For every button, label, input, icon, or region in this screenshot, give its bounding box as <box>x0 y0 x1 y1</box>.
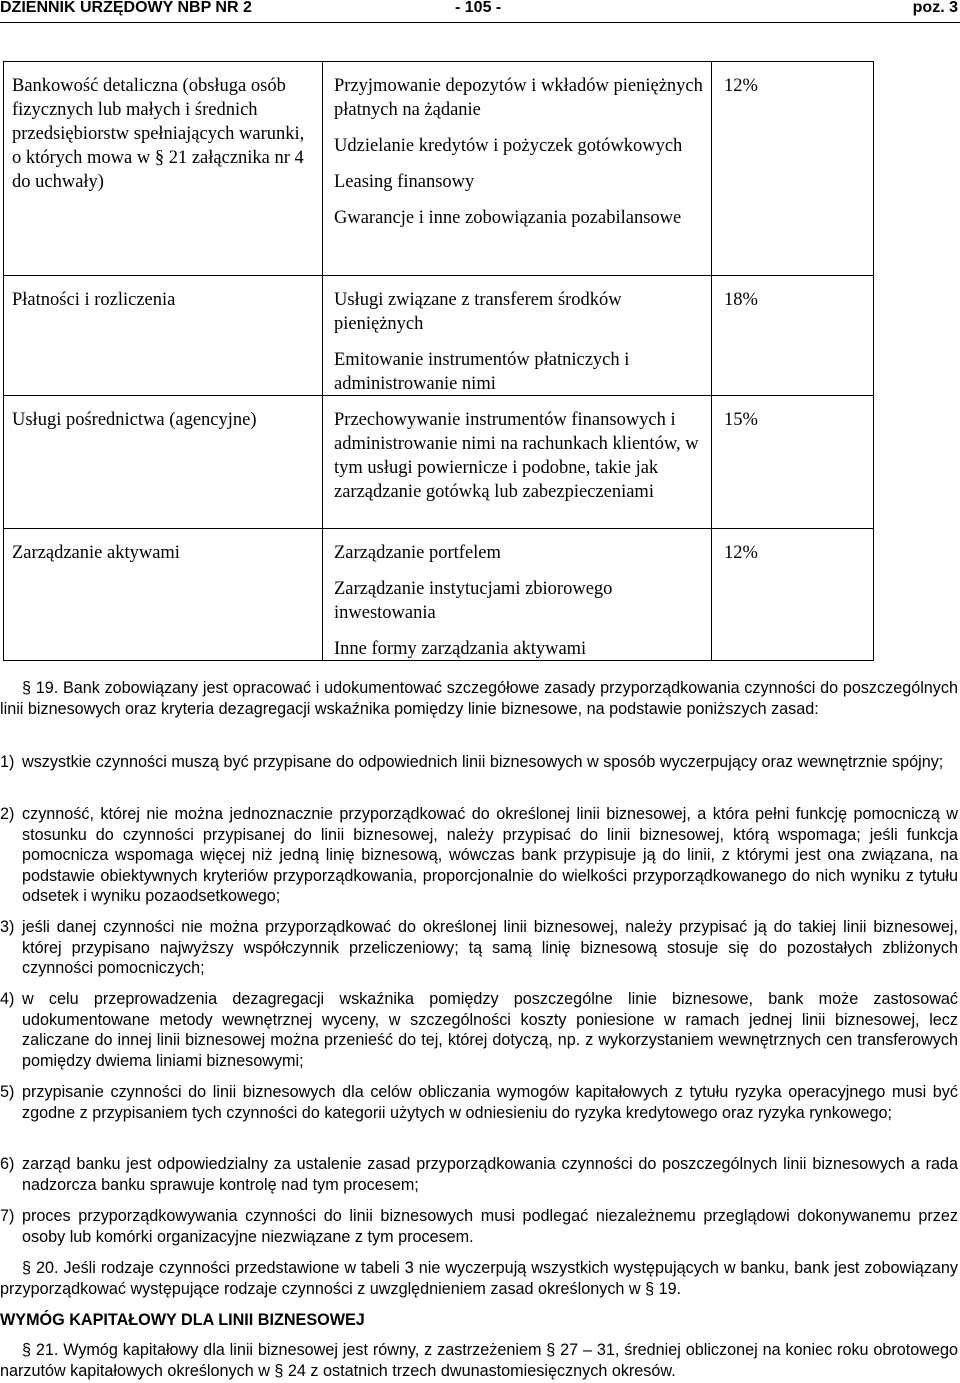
item-number: 4) <box>0 990 15 1008</box>
activity-item: Gwarancje i inne zobowiązania pozabilansowe <box>334 208 682 228</box>
activity-item: Emitowanie instrumentów płatniczych i administrowanie nimi <box>334 350 630 394</box>
paragraph-21: § 21. Wymóg kapitałowy dla linii biznesowej jest równy, z zastrzeżeniem § 27 – 31, średniej obliczonej na koniec roku obrotowego narzutów kapitałowych określonych w § 24 z ostatnich trzech dwunastomiesięcznych okresów. <box>0 1341 958 1380</box>
row-separator <box>4 395 873 396</box>
column-divider <box>322 62 323 660</box>
item-text: proces przyporządkowywania czynności do linii biznesowych musi podlegać niezależnemu przeglądowi dokonywanemu przez osoby lub komórki organizacyjne niezwiązane z tym procesem. <box>22 1207 958 1246</box>
business-line-cell: Usługi pośrednictwa (agencyjne) <box>12 410 257 430</box>
paragraph-20: § 20. Jeśli rodzaje czynności przedstawione w tabeli 3 nie wyczerpują wszystkich występujących w banku, bank jest zobowiązany przyporządkować występujące rodzaje czynności z uwzględnieniem zasad określonych w § 19. <box>0 1259 958 1298</box>
item-number: 3) <box>0 918 15 936</box>
row-separator <box>4 528 873 529</box>
activity-item: Zarządzanie instytucjami zbiorowego inwestowania <box>334 579 613 623</box>
activities-cell <box>334 541 712 661</box>
business-lines-table <box>3 61 874 661</box>
item-text: w celu przeprowadzenia dezagregacji wskaźnika pomiędzy poszczególne linie biznesowe, bank może zastosować udokumentowane metody wewnętrznej wyceny, w szczególności koszty poniesione w ramach jednej linii biznesowej, lecz zaliczane do innej linii biznesowej można przenieść do tej, której dotyczą, np. z wykorzystaniem wewnętrznych cen transferowych pomiędzy dwiema liniami biznesowymi; <box>22 990 958 1070</box>
header-rule <box>0 22 960 23</box>
page-number: - 105 - <box>455 0 502 16</box>
paragraph-19: § 19. Bank zobowiązany jest opracować i udokumentować szczegółowe zasady przyporządkowania czynności do poszczególnych linii biznesowych oraz kryteria dezagregacji wskaźnika pomiędzy linie biznesowe, na podstawie poniższych zasad: <box>0 679 958 718</box>
item-text: wszystkie czynności muszą być przypisane do odpowiednich linii biznesowych w sposób wyczerpujący oraz wewnętrznie spójny; <box>22 753 944 771</box>
activity-item: Zarządzanie portfelem <box>334 543 501 563</box>
activities-cell <box>334 288 712 396</box>
position-number: poz. 3 <box>912 0 958 16</box>
item-number: 5) <box>0 1083 15 1101</box>
activity-item: Usługi związane z transferem środków pieniężnych <box>334 290 622 334</box>
item-number: 6) <box>0 1155 15 1173</box>
activity-item: Udzielanie kredytów i pożyczek gotówkowych <box>334 136 683 156</box>
business-line-cell: Płatności i rozliczenia <box>12 290 176 310</box>
page-header <box>0 0 960 24</box>
business-line-cell: Zarządzanie aktywami <box>12 543 180 563</box>
activity-item: Przechowywanie instrumentów finansowych i administrowanie nimi na rachunkach klientów, w tym usługi powiernicze i podobne, takie jak zarządzanie gotówką lub zabezpieczeniami <box>334 410 699 502</box>
item-number: 1) <box>0 753 15 771</box>
item-text: czynność, której nie można jednoznacznie przyporządkować do określonej linii biznesowej, a która pełni funkcję pomocniczą w stosunku do czynności przypisanej do linii biznesowej, należy przypisać do linii biznesowej, którą wspomaga; jeśli funkcja pomocnicza wspomaga więcej niż jedną linię biznesową, wówczas bank przypisuje ją do linii, z którymi jest ona związana, na podstawie obiektywnych kryteriów przyporządkowania, proporcjonalnie do wielkości przyporządkowanego do nich wyniku z tytułu odsetek i wyniku pozaodsetkowego; <box>22 805 958 905</box>
item-number: 2) <box>0 805 15 823</box>
section-title: WYMÓG KAPITAŁOWY DLA LINII BIZNESOWEJ <box>0 1311 365 1329</box>
factor-cell: 18% <box>724 290 758 310</box>
activity-item: Inne formy zarządzania aktywami <box>334 639 587 659</box>
factor-cell: 15% <box>724 410 758 430</box>
item-text: jeśli danej czynności nie można przyporządkować do określonej linii biznesowej, należy przypisać ją do takiej linii biznesowej, której przypisano najwyższy współczynnik przeliczeniowy; tą samą linię biznesową stosuje się do pozostałych zbliżonych czynności pomocniczych; <box>22 918 958 977</box>
activity-item: Przyjmowanie depozytów i wkładów pieniężnych płatnych na żądanie <box>334 76 703 120</box>
activity-item: Leasing finansowy <box>334 172 475 192</box>
activities-cell <box>334 408 712 504</box>
activities-cell <box>334 74 712 230</box>
item-text: przypisanie czynności do linii biznesowych dla celów obliczania wymogów kapitałowych z tytułu ryzyka operacyjnego musi być zgodne z przypisaniem tych czynności do kategorii użytych w odniesieniu do ryzyka kredytowego oraz ryzyka rynkowego; <box>22 1083 958 1122</box>
business-line-cell: Bankowość detaliczna (obsługa osób fizycznych lub małych i średnich przedsiębiorstw spełniających warunki, o których mowa w § 21 załącznika nr 4 do uchwały) <box>12 76 305 192</box>
factor-cell: 12% <box>724 76 758 96</box>
journal-title: DZIENNIK URZĘDOWY NBP NR 2 <box>0 0 252 16</box>
item-number: 7) <box>0 1207 15 1225</box>
factor-cell: 12% <box>724 543 758 563</box>
item-text: zarząd banku jest odpowiedzialny za ustalenie zasad przyporządkowania czynności do poszczególnych linii biznesowych a rada nadzorcza banku sprawuje kontrolę nad tym procesem; <box>22 1155 958 1194</box>
row-separator <box>4 275 873 276</box>
